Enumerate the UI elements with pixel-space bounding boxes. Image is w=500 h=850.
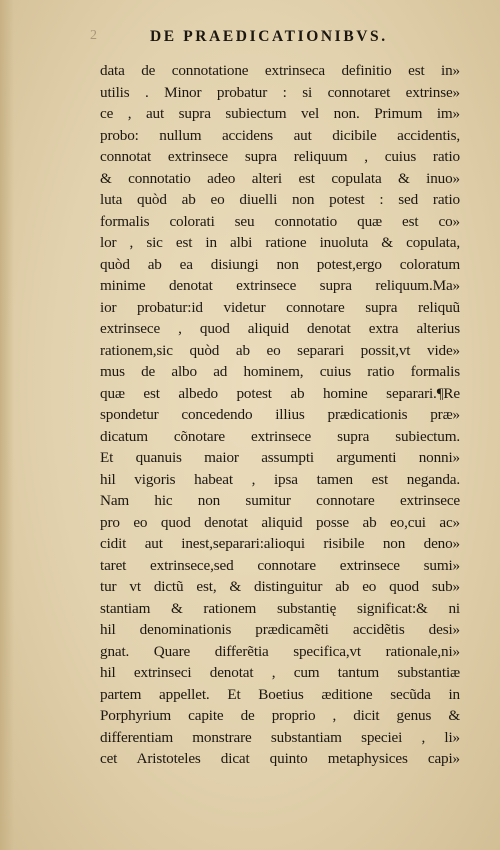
text-line: cidit aut inest,separari:alioqui risibile non deno» [100, 535, 460, 552]
text-line: taret extrinsece,sed connotare extrinsece sumi» [100, 556, 460, 574]
text-line: rationem,sic quòd ab eo separari possit,vt vide» [100, 341, 460, 359]
text-line: pro eo quod denotat aliquid posse ab eo,cui ac» [100, 513, 460, 531]
running-head: DE PRAEDICATIONIBVS. [150, 28, 388, 45]
text-line: stantiam & rationem substantię significat:& ni [100, 599, 460, 617]
text-line: dicatum cõnotare extrinsece supra subiectum. [100, 427, 460, 445]
text-line: utilis . Minor probatur : si connotaret extrinse» [100, 83, 460, 101]
text-line: Et quanuis maior assumpti argumenti nonni» [100, 449, 460, 466]
text-line: connotat extrinsece supra reliquum , cuius ratio [100, 148, 460, 165]
text-line: mus de albo ad hominem, cuius ratio formalis [100, 363, 460, 380]
text-line: tur vt dictũ est, & distinguitur ab eo quod sub» [100, 578, 460, 595]
text-line: quòd ab ea disiungi non potest,ergo coloratum [100, 255, 460, 273]
page-number: 2 [90, 28, 97, 43]
text-line: & connotatio adeo alteri est copulata & inuo» [100, 169, 460, 187]
text-line: Nam hic non sumitur connotare extrinsece [100, 492, 460, 509]
text-line: quæ est albedo potest ab homine separari.¶Re [100, 384, 460, 402]
page-header [0, 28, 500, 50]
text-line: ior probatur:id videtur connotare supra reliquũ [100, 298, 460, 316]
text-line: gnat. Quare differẽtia specifica,vt rationale,ni» [100, 642, 460, 660]
text-line: ce , aut supra subiectum vel non. Primum im» [100, 105, 460, 122]
text-line: probo: nullum accidens aut dicibile accidentis, [100, 126, 460, 144]
text-line: minime denotat extrinsece supra reliquum.Ma» [100, 277, 460, 294]
text-line: hil extrinseci denotat , cum tantum substantiæ [100, 664, 460, 681]
text-line: hil vigoris habeat , ipsa tamen est neganda. [100, 470, 460, 488]
text-line: hil denominationis prædicamẽti accidẽtis desi» [100, 621, 460, 638]
body-text [100, 60, 460, 770]
page-gutter-shadow [0, 0, 14, 850]
text-line: Porphyrium capite de proprio , dicit genus & [100, 707, 460, 724]
text-line: spondetur concedendo illius prædicationis præ» [100, 406, 460, 423]
text-line: luta quòd ab eo diuelli non potest : sed ratio [100, 191, 460, 208]
text-line: lor , sic est in albi ratione inuoluta & copulata, [100, 234, 460, 251]
text-line: cet Aristoteles dicat quinto metaphysices capi» [100, 750, 460, 767]
text-line: extrinsece , quod aliquid denotat extra alterius [100, 320, 460, 337]
text-line: partem appellet. Et Boetius æditione secũda in [100, 685, 460, 703]
text-line: differentiam monstrare substantiam speciei , li» [100, 728, 460, 746]
text-line: data de connotatione extrinseca definitio est in» [100, 62, 460, 79]
text-line: formalis colorati seu connotatio quæ est co» [100, 212, 460, 230]
